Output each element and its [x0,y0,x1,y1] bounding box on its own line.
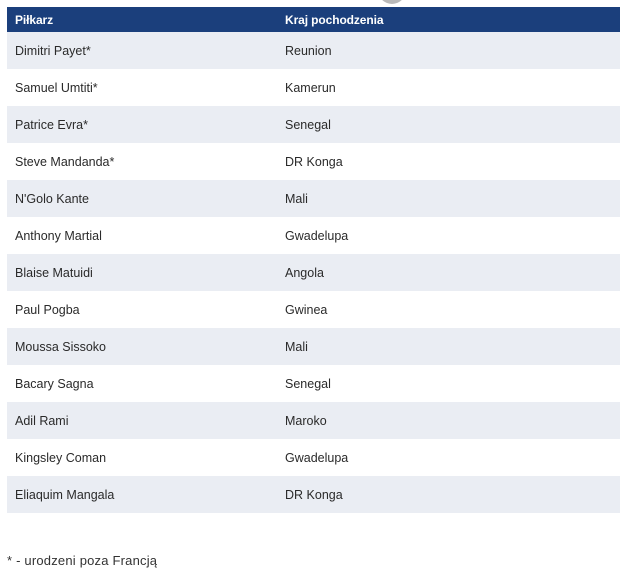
country-of-origin: Reunion [285,43,332,58]
table-row [7,106,620,143]
player-name: Anthony Martial [15,228,102,243]
player-name: Blaise Matuidi [15,265,93,280]
header-country: Kraj pochodzenia [285,12,384,27]
country-of-origin: Gwadelupa [285,228,349,243]
scroll-indicator-arc [378,0,406,4]
table-row [7,476,620,513]
header-player: Piłkarz [15,12,53,27]
country-of-origin: Senegal [285,376,331,391]
table-row [7,328,620,365]
table-row [7,365,620,402]
table-row [7,69,620,106]
country-of-origin: Kamerun [285,80,336,95]
footnote: * - urodzeni poza Francją [7,553,158,568]
table-row [7,291,620,328]
player-name: N'Golo Kante [15,191,89,206]
player-name: Bacary Sagna [15,376,94,391]
country-of-origin: Mali [285,191,308,206]
country-of-origin: Mali [285,339,308,354]
country-of-origin: Angola [285,265,324,280]
player-name: Kingsley Coman [15,450,107,465]
table-row [7,143,620,180]
country-of-origin: Gwadelupa [285,450,349,465]
table-row [7,217,620,254]
player-name: Eliaquim Mangala [15,487,115,502]
table-row [7,180,620,217]
table-header-row [7,7,620,32]
table-row [7,402,620,439]
player-name: Patrice Evra* [15,117,88,132]
player-name: Moussa Sissoko [15,339,107,354]
table-row [7,254,620,291]
country-of-origin: DR Konga [285,487,343,502]
player-name: Paul Pogba [15,302,80,317]
player-name: Dimitri Payet* [15,43,91,58]
player-name: Adil Rami [15,413,69,428]
player-name: Steve Mandanda* [15,154,115,169]
player-name: Samuel Umtiti* [15,80,98,95]
table-row [7,32,620,69]
players-table [7,7,620,513]
country-of-origin: DR Konga [285,154,343,169]
table-row [7,439,620,476]
country-of-origin: Maroko [285,413,327,428]
country-of-origin: Senegal [285,117,331,132]
country-of-origin: Gwinea [285,302,328,317]
